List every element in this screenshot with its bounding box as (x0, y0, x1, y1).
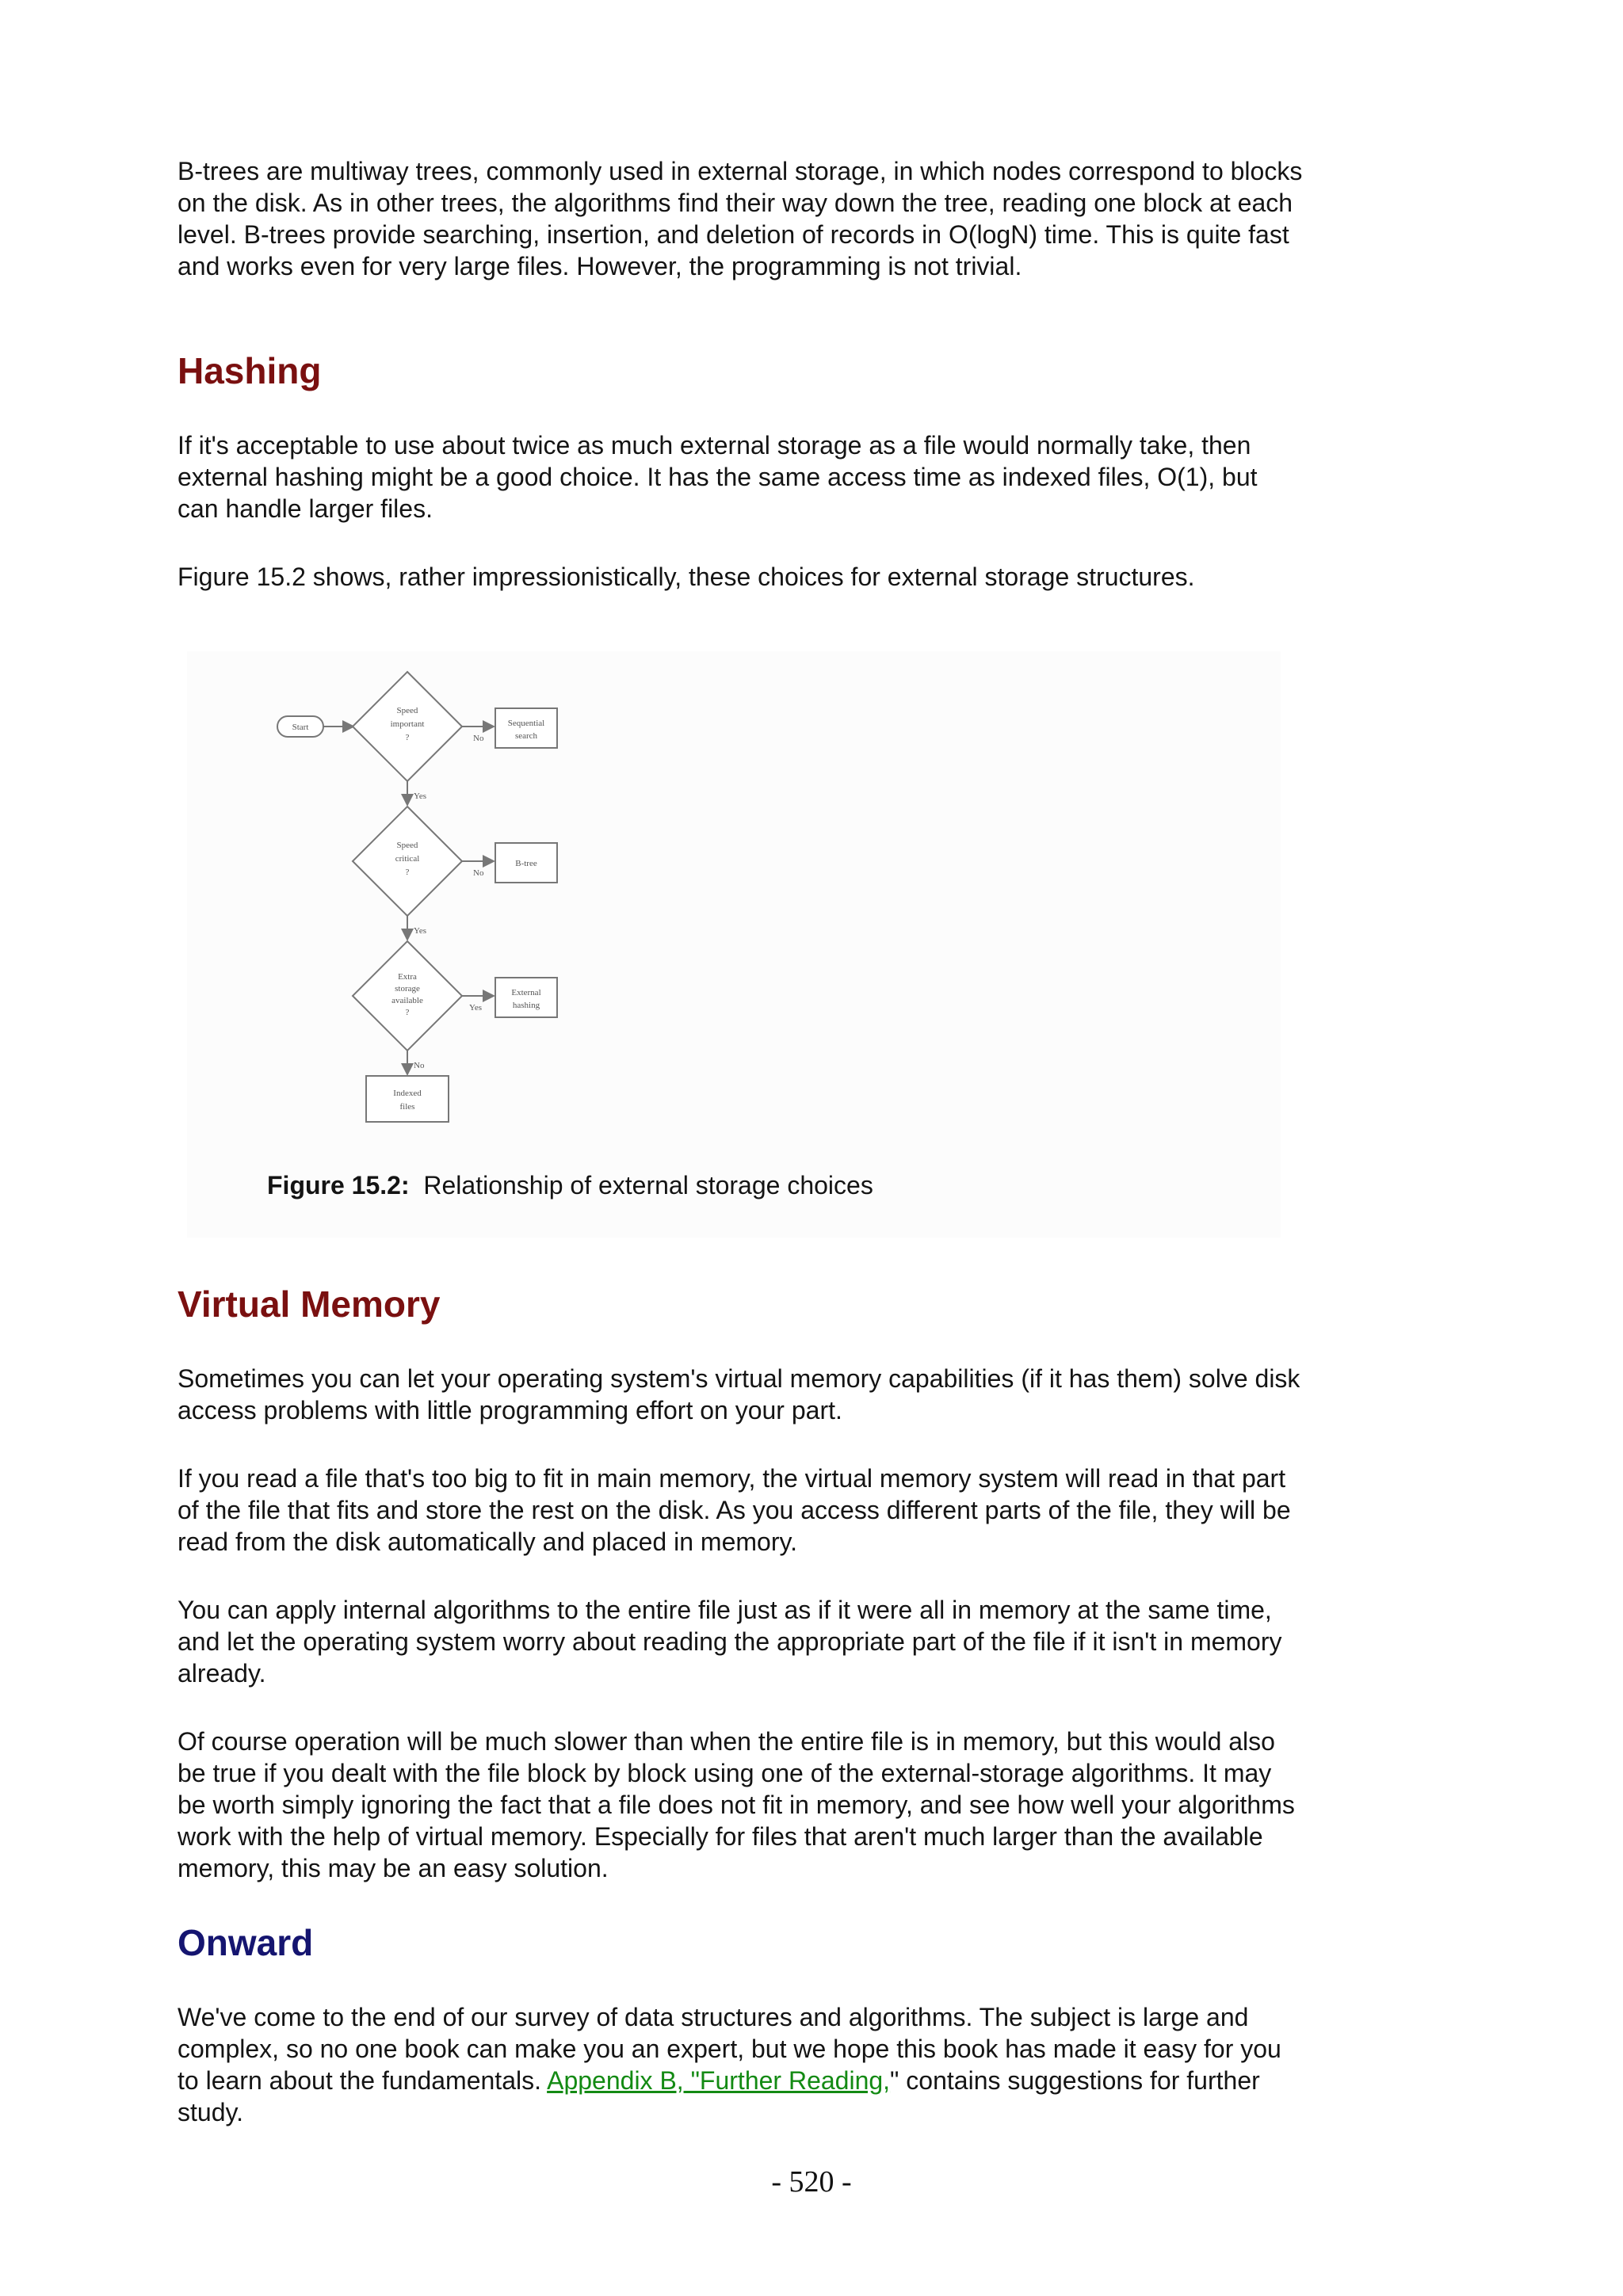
page-number: - 520 - (771, 2165, 852, 2199)
outcome-1-line-1: Sequential (507, 719, 545, 728)
decision-3-line-4: ? (405, 1008, 410, 1017)
virtual-memory-paragraph-3: You can apply internal algorithms to the entire file just as if it were all in memory at the same time, and let the operating system worry about reading the appropriate part of the file if it isn't in memory already. (178, 1596, 1282, 1688)
decision-3-line-3: available (391, 996, 423, 1005)
decision-1-yes-label: Yes (414, 791, 427, 801)
virtual-memory-paragraph-2: If you read a file that's too big to fit in main memory, the virtual memory system will read in that part of the file that fits and store the rest on the disk. As you access different parts of the file, they will be read from the disk automatically and placed in memory. (178, 1464, 1291, 1556)
decision-2-line-1: Speed (396, 841, 418, 850)
figure-caption-text: Relationship of external storage choices (423, 1171, 873, 1199)
decision-2-yes-label: Yes (414, 926, 427, 936)
onward-heading: Onward (178, 1922, 314, 1963)
onward-text-before-link: We've come to the end of our survey of data structures and algorithms. The subject is large and complex, so no one book can make you an expert, but we hope this book has made it easy for you to learn about the fundamentals. (178, 2003, 1281, 2095)
outcome-1-line-2: search (514, 731, 538, 741)
hashing-heading: Hashing (178, 350, 322, 391)
hashing-paragraph-2: Figure 15.2 shows, rather impressionistically, these choices for external storage structures. (178, 563, 1195, 591)
outcome-2-line-1: B-tree (515, 859, 537, 868)
virtual-memory-heading: Virtual Memory (178, 1283, 441, 1325)
hashing-paragraph-1: If it's acceptable to use about twice as much external storage as a file would normally take, then external hashing might be a good choice. It has the same access time as indexed files, O(1), but can handle larger files. (178, 431, 1258, 523)
decision-2-line-3: ? (405, 868, 410, 877)
outcome-sequential-search (495, 708, 557, 748)
appendix-b-link[interactable]: Appendix B, "Further Reading, (547, 2066, 891, 2095)
outcome-indexed-files (366, 1076, 449, 1122)
virtual-memory-paragraph-1: Sometimes you can let your operating system's virtual memory capabilities (if it has them) solve disk access problems with little programming effort on your part. (178, 1364, 1300, 1425)
outcome-3-line-1: External (511, 988, 541, 997)
virtual-memory-paragraph-4: Of course operation will be much slower than when the entire file is in memory, but this would also be true if you dealt with the file block by block using one of the external-storage algorithms. It may be worth simply ignoring the fact that a file does not fit in memory, and see how well your algorithms work with the help of virtual memory. Especially for files that aren't much larger than the available memory, this may be an easy solution. (178, 1727, 1295, 1882)
figure-caption-label: Figure 15.2: (267, 1171, 410, 1199)
decision-3-no-label: No (414, 1061, 425, 1070)
decision-3-yes-label: Yes (469, 1003, 483, 1013)
onward-paragraph (178, 2001, 1303, 2128)
decision-3-line-2: storage (395, 984, 420, 994)
storage-choice-flowchart (262, 662, 594, 1130)
decision-3-line-1: Extra (398, 972, 417, 982)
outcome-3-line-2: hashing (512, 1001, 540, 1010)
figure-caption (267, 1169, 873, 1201)
decision-1-line-1: Speed (396, 706, 418, 715)
decision-1-line-3: ? (405, 733, 410, 742)
decision-2-no-label: No (473, 868, 484, 878)
decision-1-line-2: important (390, 719, 425, 729)
final-line-2: files (399, 1102, 415, 1112)
start-label: Start (292, 723, 309, 732)
final-line-1: Indexed (393, 1089, 422, 1098)
onward-text-after-link: " contains suggestions for further study. (178, 2066, 1260, 2126)
intro-paragraph: B-trees are multiway trees, commonly used in external storage, in which nodes correspond to blocks on the disk. As in other trees, the algorithms find their way down the tree, reading one block at each level. B-trees provide searching, insertion, and deletion of records in O(logN) time. This is quite fast and works even for very large files. However, the programming is not trivial. (178, 157, 1303, 280)
outcome-external-hashing (495, 978, 557, 1017)
decision-1-no-label: No (473, 734, 484, 743)
decision-2-line-2: critical (395, 854, 420, 864)
